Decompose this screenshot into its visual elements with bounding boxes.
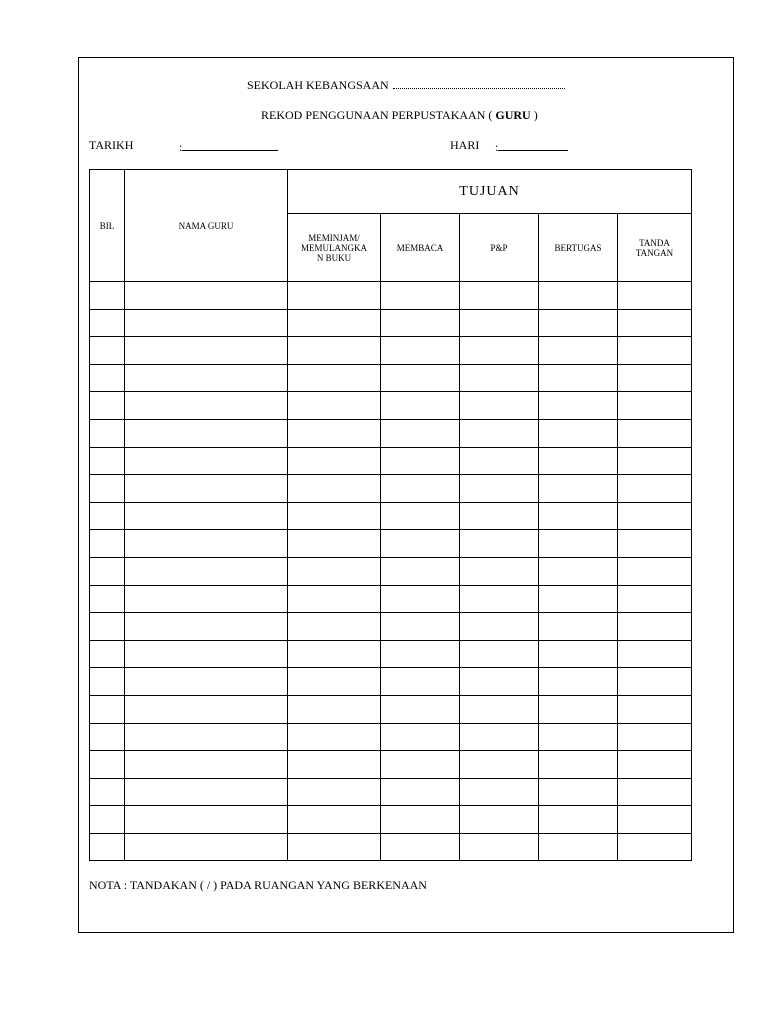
cell-bertugas[interactable]: [539, 419, 618, 447]
table-group-header-row: [90, 170, 692, 214]
cell-bil[interactable]: [90, 392, 125, 420]
cell-bil[interactable]: [90, 806, 125, 834]
cell-bertugas[interactable]: [539, 723, 618, 751]
cell-nama-guru[interactable]: [125, 530, 288, 558]
cell-bertugas[interactable]: [539, 585, 618, 613]
table-row: [90, 447, 692, 475]
cell-pp[interactable]: [460, 585, 539, 613]
cell-membaca[interactable]: [381, 585, 460, 613]
cell-meminjam[interactable]: [288, 833, 381, 861]
cell-meminjam[interactable]: [288, 419, 381, 447]
cell-meminjam[interactable]: [288, 723, 381, 751]
cell-membaca[interactable]: [381, 392, 460, 420]
cell-tanda-tangan[interactable]: [618, 282, 692, 310]
cell-membaca[interactable]: [381, 806, 460, 834]
col-header-meminjam-line3: N BUKU: [316, 252, 352, 263]
table-row: [90, 833, 692, 861]
cell-bertugas[interactable]: [539, 475, 618, 503]
cell-bertugas[interactable]: [539, 640, 618, 668]
cell-nama-guru[interactable]: [125, 282, 288, 310]
cell-bil[interactable]: [90, 585, 125, 613]
cell-tanda-tangan[interactable]: [618, 723, 692, 751]
day-field[interactable]: [495, 138, 568, 155]
cell-bil[interactable]: [90, 557, 125, 585]
cell-bertugas[interactable]: [539, 557, 618, 585]
cell-nama-guru[interactable]: [125, 640, 288, 668]
cell-nama-guru[interactable]: [125, 337, 288, 365]
cell-meminjam[interactable]: [288, 337, 381, 365]
cell-bil[interactable]: [90, 778, 125, 806]
cell-bertugas[interactable]: [539, 695, 618, 723]
form-sheet: [78, 57, 734, 933]
date-label: TARIKH: [89, 138, 134, 152]
cell-bertugas[interactable]: [539, 530, 618, 558]
cell-bil[interactable]: [90, 723, 125, 751]
school-label: SEKOLAH KEBANGSAAN: [247, 78, 389, 92]
cell-tanda-tangan[interactable]: [618, 640, 692, 668]
cell-tanda-tangan[interactable]: [618, 778, 692, 806]
cell-bertugas[interactable]: [539, 364, 618, 392]
col-header-tanda-line2: TANGAN: [635, 247, 674, 258]
cell-tanda-tangan[interactable]: [618, 585, 692, 613]
cell-meminjam[interactable]: [288, 530, 381, 558]
day-label: HARI: [450, 138, 480, 152]
cell-nama-guru[interactable]: [125, 447, 288, 475]
table-row: [90, 613, 692, 641]
cell-membaca[interactable]: [381, 475, 460, 503]
record-title-bold: GURU: [492, 108, 534, 122]
record-title-suffix: ): [533, 108, 538, 122]
cell-membaca[interactable]: [381, 613, 460, 641]
cell-meminjam[interactable]: [288, 475, 381, 503]
cell-nama-guru[interactable]: [125, 309, 288, 337]
cell-pp[interactable]: [460, 723, 539, 751]
cell-tanda-tangan[interactable]: [618, 364, 692, 392]
cell-nama-guru[interactable]: [125, 806, 288, 834]
cell-tanda-tangan[interactable]: [618, 475, 692, 503]
cell-tanda-tangan[interactable]: [618, 833, 692, 861]
table-row: [90, 530, 692, 558]
cell-tanda-tangan[interactable]: [618, 695, 692, 723]
cell-bil[interactable]: [90, 751, 125, 779]
cell-membaca[interactable]: [381, 419, 460, 447]
cell-pp[interactable]: [460, 419, 539, 447]
cell-bil[interactable]: [90, 419, 125, 447]
cell-nama-guru[interactable]: [125, 475, 288, 503]
date-colon: :: [179, 140, 183, 154]
cell-bil[interactable]: [90, 833, 125, 861]
cell-pp[interactable]: [460, 502, 539, 530]
cell-nama-guru[interactable]: [125, 502, 288, 530]
cell-bil[interactable]: [90, 502, 125, 530]
col-header-pp: P&P: [460, 214, 539, 282]
col-header-nama-guru: NAMA GURU: [125, 170, 288, 282]
cell-membaca[interactable]: [381, 751, 460, 779]
cell-pp[interactable]: [460, 475, 539, 503]
table-row: [90, 751, 692, 779]
school-name-blank[interactable]: [393, 79, 565, 89]
table-row: [90, 309, 692, 337]
cell-pp[interactable]: [460, 337, 539, 365]
cell-nama-guru[interactable]: [125, 557, 288, 585]
cell-meminjam[interactable]: [288, 668, 381, 696]
cell-meminjam[interactable]: [288, 695, 381, 723]
cell-bertugas[interactable]: [539, 282, 618, 310]
cell-pp[interactable]: [460, 695, 539, 723]
cell-membaca[interactable]: [381, 337, 460, 365]
cell-tanda-tangan[interactable]: [618, 751, 692, 779]
col-header-tanda-tangan: [618, 214, 692, 282]
record-title: [261, 108, 538, 123]
table-row: [90, 282, 692, 310]
cell-meminjam[interactable]: [288, 282, 381, 310]
table-row: [90, 640, 692, 668]
cell-meminjam[interactable]: [288, 447, 381, 475]
cell-membaca[interactable]: [381, 833, 460, 861]
cell-nama-guru[interactable]: [125, 723, 288, 751]
cell-meminjam[interactable]: [288, 585, 381, 613]
cell-pp[interactable]: [460, 392, 539, 420]
cell-bil[interactable]: [90, 447, 125, 475]
cell-nama-guru[interactable]: [125, 613, 288, 641]
table-row: [90, 557, 692, 585]
cell-membaca[interactable]: [381, 778, 460, 806]
cell-bil[interactable]: [90, 337, 125, 365]
cell-tanda-tangan[interactable]: [618, 668, 692, 696]
cell-bertugas[interactable]: [539, 833, 618, 861]
cell-bil[interactable]: [90, 530, 125, 558]
cell-tanda-tangan[interactable]: [618, 530, 692, 558]
cell-bertugas[interactable]: [539, 447, 618, 475]
cell-bertugas[interactable]: [539, 502, 618, 530]
cell-tanda-tangan[interactable]: [618, 337, 692, 365]
col-header-tanda-line1: TANDA: [639, 237, 670, 248]
cell-meminjam[interactable]: [288, 806, 381, 834]
cell-bertugas[interactable]: [539, 309, 618, 337]
table-row: [90, 364, 692, 392]
table-row: [90, 502, 692, 530]
cell-membaca[interactable]: [381, 502, 460, 530]
cell-meminjam[interactable]: [288, 364, 381, 392]
cell-tanda-tangan[interactable]: [618, 806, 692, 834]
col-header-bertugas: BERTUGAS: [539, 214, 618, 282]
cell-meminjam[interactable]: [288, 502, 381, 530]
cell-pp[interactable]: [460, 364, 539, 392]
cell-bil[interactable]: [90, 640, 125, 668]
table-row: [90, 475, 692, 503]
cell-membaca[interactable]: [381, 557, 460, 585]
cell-membaca[interactable]: [381, 364, 460, 392]
col-header-bil: BIL: [90, 170, 125, 282]
cell-membaca[interactable]: [381, 447, 460, 475]
cell-tanda-tangan[interactable]: [618, 447, 692, 475]
table-row: [90, 668, 692, 696]
cell-meminjam[interactable]: [288, 640, 381, 668]
cell-pp[interactable]: [460, 613, 539, 641]
col-header-meminjam-line1: MEMINJAM/: [308, 232, 360, 243]
cell-pp[interactable]: [460, 751, 539, 779]
cell-bertugas[interactable]: [539, 806, 618, 834]
cell-bertugas[interactable]: [539, 778, 618, 806]
cell-pp[interactable]: [460, 557, 539, 585]
cell-membaca[interactable]: [381, 530, 460, 558]
cell-nama-guru[interactable]: [125, 392, 288, 420]
cell-pp[interactable]: [460, 668, 539, 696]
cell-pp[interactable]: [460, 309, 539, 337]
table-row: [90, 723, 692, 751]
cell-bertugas[interactable]: [539, 392, 618, 420]
record-table: [89, 169, 692, 861]
group-header-tujuan: TUJUAN: [288, 170, 692, 214]
cell-tanda-tangan[interactable]: [618, 557, 692, 585]
cell-bil[interactable]: [90, 309, 125, 337]
cell-membaca[interactable]: [381, 695, 460, 723]
cell-membaca[interactable]: [381, 668, 460, 696]
cell-bil[interactable]: [90, 613, 125, 641]
cell-tanda-tangan[interactable]: [618, 613, 692, 641]
cell-bil[interactable]: [90, 282, 125, 310]
record-title-prefix: REKOD PENGGUNAAN PERPUSTAKAAN (: [261, 108, 493, 122]
table-body: [90, 282, 692, 861]
cell-meminjam[interactable]: [288, 557, 381, 585]
table-row: [90, 806, 692, 834]
cell-nama-guru[interactable]: [125, 364, 288, 392]
cell-pp[interactable]: [460, 530, 539, 558]
cell-pp[interactable]: [460, 447, 539, 475]
date-field[interactable]: [179, 138, 278, 155]
cell-bertugas[interactable]: [539, 668, 618, 696]
cell-pp[interactable]: [460, 282, 539, 310]
cell-pp[interactable]: [460, 640, 539, 668]
cell-nama-guru[interactable]: [125, 585, 288, 613]
table-row: [90, 585, 692, 613]
cell-membaca[interactable]: [381, 282, 460, 310]
cell-meminjam[interactable]: [288, 778, 381, 806]
cell-bertugas[interactable]: [539, 613, 618, 641]
cell-nama-guru[interactable]: [125, 751, 288, 779]
col-header-membaca: MEMBACA: [381, 214, 460, 282]
col-header-meminjam: [288, 214, 381, 282]
cell-meminjam[interactable]: [288, 751, 381, 779]
school-name-line: [247, 78, 565, 93]
cell-nama-guru[interactable]: [125, 833, 288, 861]
cell-nama-guru[interactable]: [125, 778, 288, 806]
table-row: [90, 392, 692, 420]
cell-membaca[interactable]: [381, 309, 460, 337]
cell-nama-guru[interactable]: [125, 419, 288, 447]
cell-meminjam[interactable]: [288, 392, 381, 420]
cell-bertugas[interactable]: [539, 337, 618, 365]
cell-tanda-tangan[interactable]: [618, 502, 692, 530]
cell-nama-guru[interactable]: [125, 668, 288, 696]
cell-tanda-tangan[interactable]: [618, 419, 692, 447]
table-row: [90, 337, 692, 365]
cell-bil[interactable]: [90, 364, 125, 392]
cell-tanda-tangan[interactable]: [618, 309, 692, 337]
table-row: [90, 695, 692, 723]
cell-membaca[interactable]: [381, 723, 460, 751]
cell-meminjam[interactable]: [288, 613, 381, 641]
cell-pp[interactable]: [460, 806, 539, 834]
cell-bil[interactable]: [90, 668, 125, 696]
cell-pp[interactable]: [460, 778, 539, 806]
cell-bil[interactable]: [90, 695, 125, 723]
cell-nama-guru[interactable]: [125, 695, 288, 723]
cell-pp[interactable]: [460, 833, 539, 861]
cell-meminjam[interactable]: [288, 309, 381, 337]
table-row: [90, 419, 692, 447]
cell-bertugas[interactable]: [539, 751, 618, 779]
date-blank[interactable]: [182, 138, 278, 151]
cell-membaca[interactable]: [381, 640, 460, 668]
footer-note: NOTA : TANDAKAN ( / ) PADA RUANGAN YANG BERKENAAN: [89, 878, 427, 892]
cell-tanda-tangan[interactable]: [618, 392, 692, 420]
cell-bil[interactable]: [90, 475, 125, 503]
day-colon: :: [495, 140, 499, 154]
table-row: [90, 778, 692, 806]
col-header-meminjam-line2: MEMULANGKA: [301, 242, 367, 253]
day-blank[interactable]: [498, 138, 568, 151]
